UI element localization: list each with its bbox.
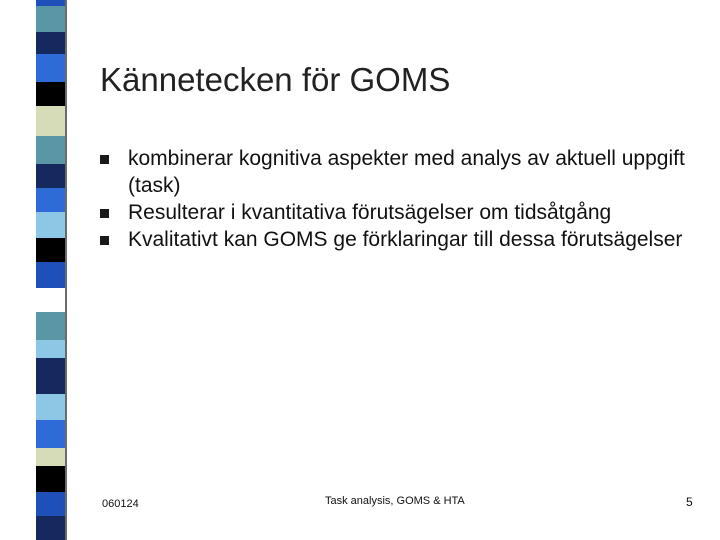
bullet-item <box>100 226 700 253</box>
slide-title: Kännetecken för GOMS <box>100 61 451 98</box>
bullet-item <box>100 199 700 226</box>
footer-date: 060124 <box>102 498 139 510</box>
bullet-list <box>100 145 700 253</box>
page-number: 5 <box>686 495 693 509</box>
square-bullet-icon <box>100 155 109 164</box>
bullet-text: Kvalitativt kan GOMS ge förklaringar till dessa förutsägelser <box>128 228 683 251</box>
footer-title: Task analysis, GOMS & HTA <box>325 495 465 507</box>
decorative-stripe <box>36 0 65 540</box>
bullet-text: kombinerar kognitiva aspekter med analys av aktuell uppgift (task) <box>128 147 685 197</box>
square-bullet-icon <box>100 209 109 218</box>
bullet-text: Resulterar i kvantitativa förutsägelser om tidsåtgång <box>128 201 612 224</box>
square-bullet-icon <box>100 236 109 245</box>
bullet-item <box>100 145 700 199</box>
vertical-divider <box>65 0 67 540</box>
